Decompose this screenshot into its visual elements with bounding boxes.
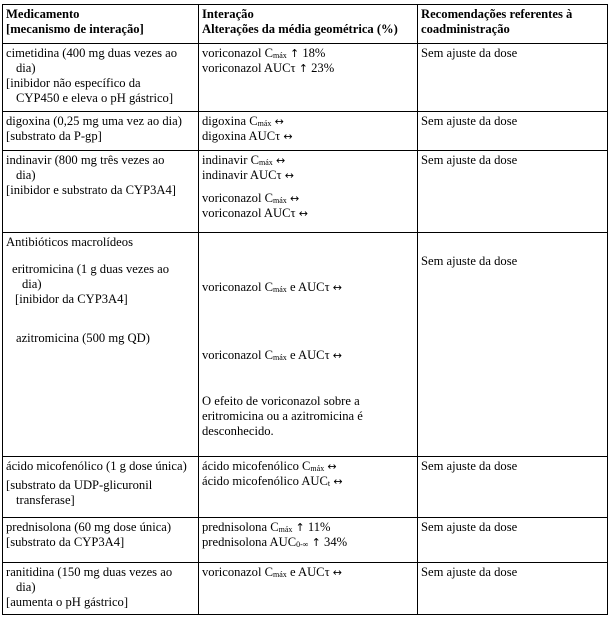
interaction-line: ácido micofenólico $C_{máx}$ ↔ (202, 459, 337, 473)
arrow-up-icon: ↑ (295, 521, 305, 534)
table-row (3, 112, 608, 151)
recommendation-cell: Sem ajuste da dose (418, 151, 608, 233)
interaction-line: indinavir AUCτ ↔ (202, 168, 294, 182)
drug-name: azitromicina (500 mg QD) (16, 331, 150, 345)
header-interaction (199, 5, 418, 44)
drug-mechanism: [inibidor da CYP3A4] (15, 292, 128, 306)
drug-cell (3, 44, 199, 112)
interaction-line: voriconazol $C_{máx}$ e AUCτ ↔ (202, 348, 343, 362)
drug-cell (3, 457, 199, 518)
arrow-unchanged-icon: ↔ (289, 192, 300, 205)
interaction-line: voriconazol $C_{máx}$ e AUCτ ↔ (202, 565, 343, 579)
drug-cell (3, 233, 199, 457)
interaction-line: digoxina $C_{máx}$ ↔ (202, 114, 284, 128)
header-recommendation-line2: coadministração (421, 22, 510, 36)
header-recommendation (418, 5, 608, 44)
drug-mechanism: [substrato da P-gp] (6, 129, 102, 143)
table-row (3, 151, 608, 233)
drug-mechanism: [substrato da UDP-glicuronil transferase] (6, 478, 153, 507)
drug-name: prednisolona (60 mg dose única) (6, 520, 172, 534)
drug-name: cimetidina (400 mg duas vezes ao dia) (6, 46, 178, 75)
arrow-unchanged-icon: ↔ (275, 154, 286, 167)
recommendation-cell: Sem ajuste da dose (418, 457, 608, 518)
drug-cell (3, 563, 199, 615)
arrow-up-icon: ↑ (289, 47, 300, 60)
drug-cell (3, 112, 199, 151)
arrow-unchanged-icon: ↔ (284, 169, 294, 182)
arrow-up-icon: ↑ (298, 62, 308, 75)
interaction-cell (199, 518, 418, 563)
arrow-unchanged-icon: ↔ (333, 475, 343, 488)
drug-name: eritromicina (1 g duas vezes ao dia) (12, 262, 170, 291)
interaction-cell (199, 151, 418, 233)
header-recommendation-line1: Recomendações referentes à (421, 7, 573, 21)
table-row (3, 233, 608, 457)
drug-name: indinavir (800 mg três vezes ao dia) (6, 153, 165, 182)
drug-mechanism: [aumenta o pH gástrico] (6, 595, 129, 609)
interaction-line: voriconazol AUCτ ↑ 23% (202, 61, 335, 75)
interaction-line: voriconazol $C_{máx}$ e AUCτ ↔ (202, 280, 343, 294)
header-row (3, 5, 608, 44)
interaction-cell (199, 563, 418, 615)
recommendation-text: Sem ajuste da dose (421, 254, 518, 268)
interaction-cell (199, 457, 418, 518)
arrow-unchanged-icon: ↔ (274, 115, 284, 128)
recommendation-cell: Sem ajuste da dose (418, 112, 608, 151)
interaction-line: ácido micofenólico $AUC_t$ ↔ (202, 474, 343, 488)
header-interaction-title: Interação (202, 7, 254, 21)
arrow-unchanged-icon: ↔ (332, 349, 343, 362)
interaction-line: voriconazol $C_{máx}$ ↑ 18% (202, 46, 326, 60)
interaction-line: prednisolona $C_{máx}$ ↑ 11% (202, 520, 331, 534)
interaction-cell (199, 112, 418, 151)
header-interaction-subtitle: Alterações da média geométrica (%) (202, 22, 398, 36)
drug-group-title: Antibióticos macrolídeos (6, 235, 133, 249)
drug-mechanism: [inibidor e substrato da CYP3A4] (6, 183, 176, 197)
header-drug (3, 5, 199, 44)
arrow-unchanged-icon: ↔ (332, 566, 343, 579)
interaction-line: digoxina AUCτ ↔ (202, 129, 293, 143)
drug-name: ácido micofenólico (1 g dose única) (6, 459, 187, 473)
drug-name: ranitidina (150 mg duas vezes ao dia) (6, 565, 173, 594)
table-row (3, 518, 608, 563)
drug-name: digoxina (0,25 mg uma vez ao dia) (6, 114, 182, 128)
interaction-cell (199, 233, 418, 457)
drug-cell (3, 518, 199, 563)
table-row (3, 563, 608, 615)
interaction-table (2, 4, 608, 615)
interaction-line: prednisolona $AUC_{0-\infty}$ ↑ 34% (202, 535, 348, 549)
arrow-unchanged-icon: ↔ (298, 207, 308, 220)
table-row (3, 457, 608, 518)
drug-mechanism: [inibidor não específico da CYP450 e eleva o pH gástrico] (6, 76, 174, 105)
interaction-line: voriconazol AUCτ ↔ (202, 206, 308, 220)
interaction-note: O efeito de voriconazol sobre a eritromicina ou a azitromicina é desconhecido. (202, 394, 363, 438)
recommendation-cell: Sem ajuste da dose (418, 518, 608, 563)
arrow-unchanged-icon: ↔ (327, 460, 337, 473)
drug-cell (3, 151, 199, 233)
arrow-unchanged-icon: ↔ (332, 281, 343, 294)
recommendation-cell (418, 233, 608, 457)
recommendation-cell: Sem ajuste da dose (418, 563, 608, 615)
header-drug-title: Medicamento (6, 7, 80, 21)
arrow-unchanged-icon: ↔ (283, 130, 293, 143)
interaction-cell (199, 44, 418, 112)
interaction-line: voriconazol $C_{máx}$ ↔ (202, 191, 300, 205)
header-drug-mechanism: [mecanismo de interação] (6, 22, 144, 36)
table-row (3, 44, 608, 112)
drug-mechanism: [substrato da CYP3A4] (6, 535, 125, 549)
interaction-line: indinavir $C_{máx}$ ↔ (202, 153, 286, 167)
recommendation-cell: Sem ajuste da dose (418, 44, 608, 112)
arrow-up-icon: ↑ (311, 536, 321, 549)
